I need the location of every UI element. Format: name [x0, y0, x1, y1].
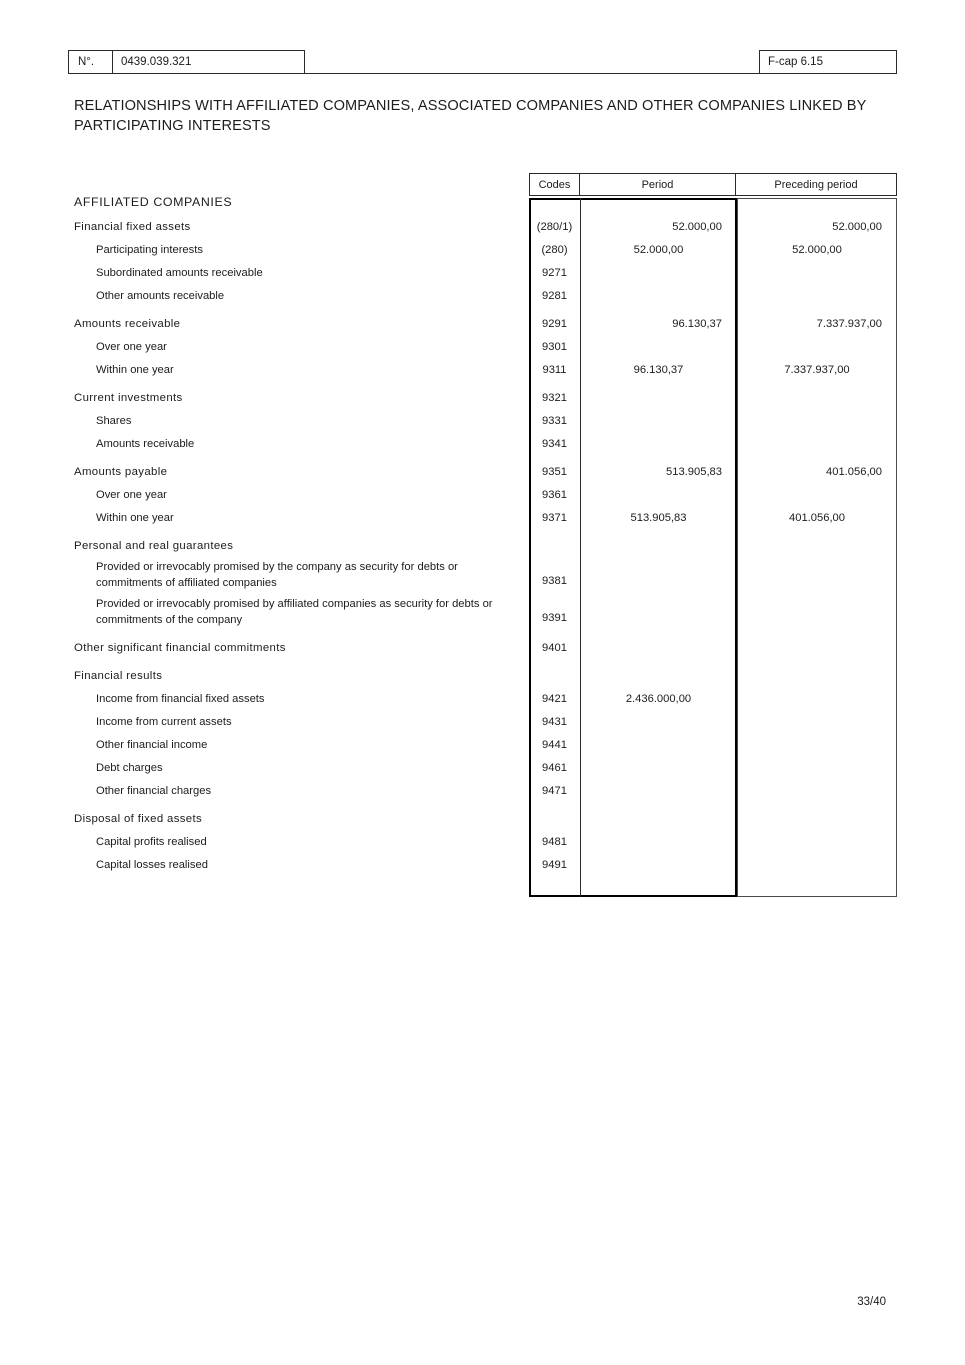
row-label: Debt charges — [96, 761, 163, 774]
row-preceding-value: 401.056,00 — [826, 465, 882, 478]
row-preceding-value: 52.000,00 — [792, 243, 842, 256]
row-label: Other amounts receivable — [96, 289, 225, 302]
row-period-value: 513.905,83 — [666, 465, 722, 478]
financial-table — [74, 198, 897, 876]
row-label: Current investments — [74, 391, 183, 404]
row-label: Within one year — [96, 511, 174, 524]
row-label: Subordinated amounts receivable — [96, 266, 263, 279]
table-row — [74, 710, 897, 733]
row-label: Over one year — [96, 340, 167, 353]
form-number-label: N°. — [69, 51, 113, 73]
table-row — [74, 460, 897, 483]
row-label: Amounts payable — [74, 465, 168, 478]
row-label: Over one year — [96, 488, 167, 501]
row-code: 9441 — [542, 738, 567, 751]
row-code: 9291 — [542, 317, 567, 330]
row-code: 9281 — [542, 289, 567, 302]
row-label: Within one year — [96, 363, 174, 376]
row-label: Provided or irrevocably promised by affiliated companies as security for debts or commitments of the company — [96, 598, 493, 626]
row-label: Amounts receivable — [74, 317, 181, 330]
table-row — [74, 215, 897, 238]
row-label: Financial fixed assets — [74, 220, 191, 233]
row-code: 9331 — [542, 414, 567, 427]
row-label: Income from financial fixed assets — [96, 692, 265, 705]
table-row — [74, 432, 897, 455]
row-code: 9361 — [542, 488, 567, 501]
table-row — [74, 779, 897, 802]
table-row — [74, 358, 897, 381]
row-code: 9471 — [542, 784, 567, 797]
row-label: Other financial income — [96, 738, 208, 751]
row-label: Income from current assets — [96, 715, 232, 728]
table-row — [74, 238, 897, 261]
row-label: Amounts receivable — [96, 437, 195, 450]
row-code: 9391 — [542, 612, 567, 624]
row-code: 9461 — [542, 761, 567, 774]
section-heading: AFFILIATED COMPANIES — [74, 195, 233, 209]
form-number-box — [68, 50, 305, 74]
row-preceding-value: 401.056,00 — [789, 511, 845, 524]
table-column-headers — [529, 173, 897, 196]
form-code-box: F-cap 6.15 — [759, 50, 897, 74]
table-row — [74, 756, 897, 779]
column-header-preceding-period: Preceding period — [774, 178, 858, 191]
table-row — [74, 534, 897, 557]
table-row — [74, 312, 897, 335]
page-title: RELATIONSHIPS WITH AFFILIATED COMPANIES, ASSOCIATED COMPANIES AND OTHER COMPANIES LINKED BY PARTICIPATING INTERESTS — [74, 98, 867, 134]
row-code: 9371 — [542, 511, 567, 524]
row-label: Participating interests — [96, 243, 203, 256]
row-code: 9491 — [542, 858, 567, 871]
table-row — [74, 409, 897, 432]
table-row — [74, 386, 897, 409]
row-label: Provided or irrevocably promised by the company as security for debts or commitments of affiliated companies — [96, 561, 458, 589]
row-preceding-value: 7.337.937,00 — [784, 363, 850, 376]
page-number: 33/40 — [857, 1296, 886, 1308]
row-label: Financial results — [74, 669, 163, 682]
row-code: 9271 — [542, 266, 567, 279]
form-header-strip — [68, 50, 897, 74]
row-code: 9301 — [542, 340, 567, 353]
table-row — [74, 830, 897, 853]
row-code: 9481 — [542, 835, 567, 848]
row-label: Capital profits realised — [96, 835, 207, 848]
table-row — [74, 335, 897, 358]
row-period-value: 96.130,37 — [672, 317, 722, 330]
row-code: 9311 — [542, 363, 567, 376]
column-header-period: Period — [580, 174, 736, 195]
row-label: Shares — [96, 414, 132, 427]
row-code: 9381 — [542, 575, 567, 587]
row-period-value: 513.905,83 — [630, 511, 687, 524]
row-code: 9321 — [542, 391, 567, 404]
row-label: Disposal of fixed assets — [74, 812, 203, 825]
table-row — [74, 284, 897, 307]
table-row — [74, 594, 897, 631]
table-row — [74, 687, 897, 710]
table-row — [74, 636, 897, 659]
table-row — [74, 506, 897, 529]
row-period-value: 2.436.000,00 — [625, 692, 692, 705]
row-preceding-value: 52.000,00 — [832, 220, 882, 233]
row-code: 9431 — [542, 715, 567, 728]
company-number: 0439.039.321 — [121, 56, 192, 68]
row-code: 9401 — [542, 641, 567, 654]
row-period-value: 52.000,00 — [672, 220, 722, 233]
column-header-codes: Codes — [530, 174, 580, 195]
row-period-value: 96.130,37 — [633, 363, 684, 376]
row-preceding-value: 7.337.937,00 — [816, 317, 882, 330]
row-code: 9421 — [542, 692, 567, 705]
table-row — [74, 733, 897, 756]
table-row — [74, 807, 897, 830]
row-code: 9341 — [542, 437, 567, 450]
table-row — [74, 853, 897, 876]
table-row — [74, 261, 897, 284]
table-row — [74, 483, 897, 506]
row-code: (280/1) — [536, 220, 573, 233]
row-code: 9351 — [542, 465, 567, 478]
table-row — [74, 664, 897, 687]
row-label: Personal and real guarantees — [74, 539, 234, 552]
row-label: Capital losses realised — [96, 858, 208, 871]
row-label: Other significant financial commitments — [74, 641, 286, 654]
row-label: Other financial charges — [96, 784, 212, 797]
table-row — [74, 557, 897, 594]
row-code: (280) — [541, 243, 568, 256]
row-period-value: 52.000,00 — [633, 243, 684, 256]
